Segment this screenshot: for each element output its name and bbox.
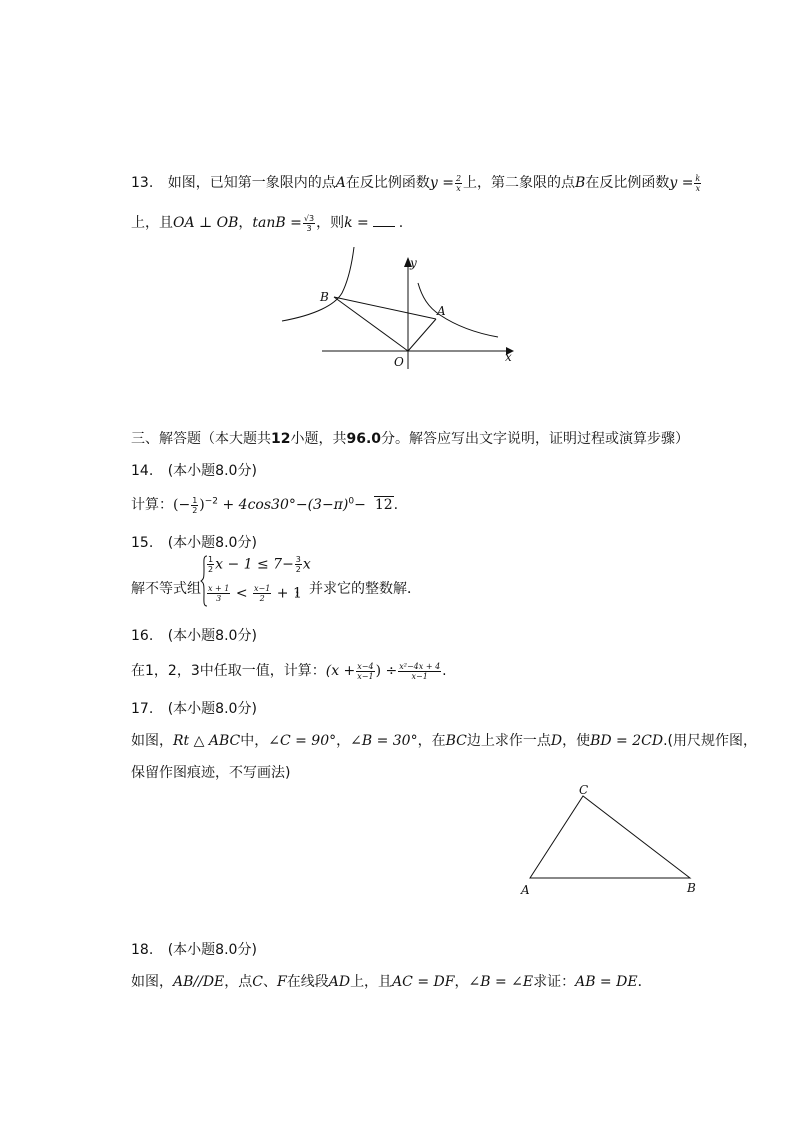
q15-row2-lt: < — [231, 585, 253, 602]
q14-part1: (− — [173, 497, 191, 513]
q13-figure — [270, 245, 530, 375]
q14-header — [131, 460, 257, 480]
q13-tan: tanB = — [252, 215, 302, 231]
q13-line2-a: 上，且 — [131, 215, 173, 231]
q13-tan-fraction: $\frac{√3}{3}$ — [303, 213, 315, 233]
label-c: C — [579, 783, 589, 797]
q18-header — [131, 939, 257, 959]
q15-row1-x: x — [302, 556, 311, 573]
label-x: x — [505, 350, 512, 364]
q18-points: (本小题8.0分) — [167, 942, 257, 958]
q14-part3: + 4cos30°−(3−π) — [218, 497, 349, 513]
q15-tail: ，并求它的整数解． — [295, 581, 421, 597]
section-score: 96.0 — [346, 431, 382, 447]
q15-row2-plus: + 1 — [272, 585, 302, 602]
label-y: y — [410, 256, 417, 270]
q14-sqrt: 12 — [374, 497, 393, 513]
section-rest: 分。解答应写出文字说明，证明过程或演算步骤） — [381, 431, 690, 447]
hyperbola-right — [418, 283, 498, 337]
q14-points: (本小题8.0分) — [167, 463, 257, 479]
q13-answer-blank[interactable] — [373, 214, 395, 227]
label-b: B — [320, 290, 329, 304]
triangle-abc — [530, 796, 690, 878]
q13-comma: ， — [238, 215, 253, 231]
q14-exp: −2 — [204, 496, 219, 507]
q13-then: ，则 — [316, 215, 345, 231]
q13-fn1-fraction: $\frac{2}{x}$ — [455, 173, 462, 193]
q14-end: . — [393, 497, 399, 513]
q14-exp0: 0 — [348, 496, 355, 507]
q16-header — [131, 625, 257, 645]
section-heading — [131, 428, 689, 448]
section-mid: 小题，共 — [290, 431, 347, 447]
q17-line1: 如图，Rt △ ABC中，∠C = 90°，∠B = 30°，在BC边上求作一点D，使BD = 2CD.(用尺规作图， — [131, 733, 757, 749]
label-b: B — [687, 881, 696, 895]
hyperbola-left — [282, 247, 354, 321]
q17-header — [131, 698, 257, 718]
q15-row1: $\frac{1}{2}$ x − 1 ≤ 7− $\frac{3}{2}$ x — [208, 555, 311, 574]
q13-fn2-lhs: y = — [669, 175, 694, 191]
q16-body: 在1，2，3中任取一值，计算：(x + $\frac{x-4}{x-1}$ ) ÷ $\frac{\text{x²−4x + 4}}{x-1}$ . — [131, 661, 447, 681]
label-a: A — [437, 304, 446, 318]
q15-points: (本小题8.0分) — [167, 535, 257, 551]
q13-line1 — [131, 172, 702, 193]
q13-text-a: 如图，已知第一象限内的点 — [167, 175, 336, 191]
q13-point-b: B — [575, 175, 586, 191]
q13-period: . — [398, 215, 404, 231]
q15-header — [131, 532, 257, 552]
q15-row1-text: x − 1 ≤ 7− — [215, 556, 294, 573]
q14-label: 计算： — [131, 497, 173, 513]
label-o: O — [394, 355, 404, 369]
section-title: 三、解答题（本大题共 — [131, 431, 271, 447]
q16-points: (本小题8.0分) — [167, 628, 257, 644]
q16-label: 在1，2，3中任取一值，计算： — [131, 663, 326, 679]
q17-figure — [515, 782, 705, 898]
q16-end: . — [442, 663, 447, 679]
segment-oa — [408, 319, 436, 351]
q13-text-c: 上，第二象限的点 — [463, 175, 576, 191]
q17-number: 17. — [131, 701, 154, 717]
q16-part-a: (x + — [325, 663, 356, 679]
q13-perp: OA ⊥ OB — [173, 215, 239, 231]
q18-number: 18. — [131, 942, 154, 958]
q13-line2 — [131, 212, 403, 233]
q18-line1: 如图，AB//DE，点C、F在线段AD上，且AC = DF，∠B = ∠E求证：AB = DE． — [131, 974, 652, 990]
q17-triangle: Rt △ ABC — [173, 733, 241, 749]
q13-number: 13. — [131, 175, 154, 191]
q14-half: $\frac{1}{2}$ — [192, 495, 198, 515]
q13-fn2-fraction: $\frac{k}{x}$ — [695, 173, 701, 193]
q15-label: 解不等式组 — [131, 581, 201, 597]
q13-text-d: 在反比例函数 — [585, 175, 670, 191]
q16-number: 16. — [131, 628, 154, 644]
q13-k-eq: k = — [344, 215, 369, 231]
q15-row2: $\frac{x + 1}{3}$ < $\frac{x-1}{2}$ + 1 — [208, 584, 302, 603]
q14-body — [131, 494, 398, 515]
label-a: A — [521, 883, 530, 897]
q15-number: 15. — [131, 535, 154, 551]
q16-part-b: ) ÷ — [375, 663, 398, 679]
q17-line2: 保留作图痕迹，不写画法) — [131, 765, 291, 781]
q13-point-a: A — [335, 175, 346, 191]
q14-part2: ) — [199, 497, 205, 513]
q13-text-b: 在反比例函数 — [345, 175, 430, 191]
q14-number: 14. — [131, 463, 154, 479]
q14-part4: − — [354, 497, 366, 513]
q17-points: (本小题8.0分) — [167, 701, 257, 717]
section-count: 12 — [271, 431, 291, 447]
q13-fn1-lhs: y = — [429, 175, 454, 191]
